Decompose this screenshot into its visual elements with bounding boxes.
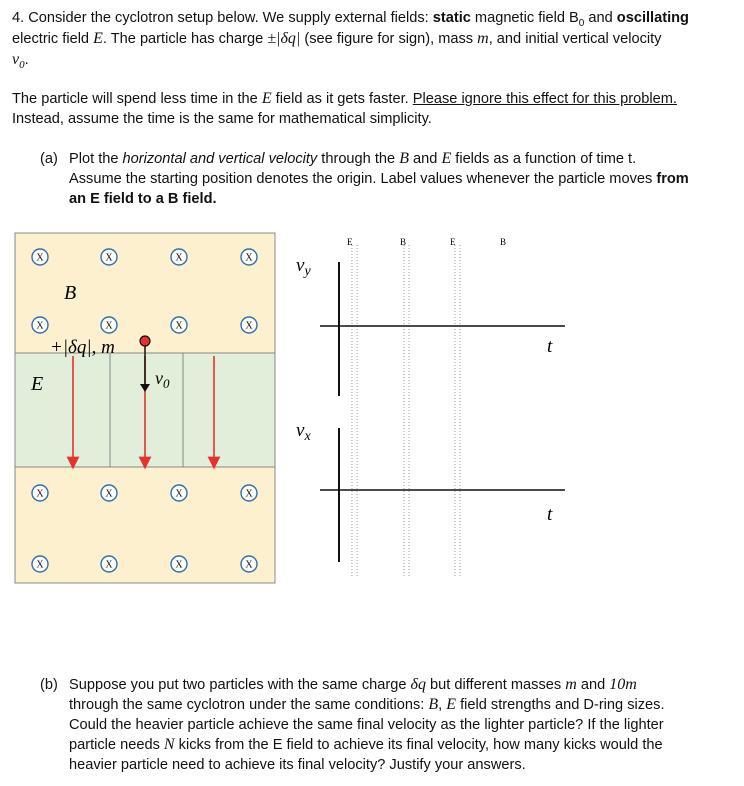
question-line-3: $v_0$. — [12, 51, 29, 71]
b-field-x-marker — [171, 317, 187, 333]
e-label: E — [31, 373, 44, 395]
svg-text:X: X — [175, 252, 183, 264]
b-field-x-marker — [32, 485, 48, 501]
b-field-x-marker — [32, 556, 48, 572]
svg-text:X: X — [245, 320, 253, 332]
part-b-line-1: Suppose you put two particles with the same charge δq but different masses m and 10m — [69, 676, 637, 693]
part-b-label: (b) — [40, 677, 58, 693]
b-field-x-marker — [241, 556, 257, 572]
b-field-x-marker — [241, 485, 257, 501]
part-b-line-4: particle needs N kicks from the E field to achieve its final velocity, how many kicks would the — [69, 736, 663, 753]
b-field-x-marker — [101, 249, 117, 265]
svg-text:X: X — [245, 559, 253, 571]
svg-text:X: X — [36, 559, 44, 571]
part-a-line-3: an E field to a B field. — [69, 191, 217, 207]
b-field-x-marker — [101, 556, 117, 572]
svg-text:X: X — [105, 320, 113, 332]
particle-label: +|δq|, m — [50, 337, 115, 358]
particle — [140, 336, 150, 346]
b-field-x-marker — [101, 317, 117, 333]
part-a-line-1: Plot the horizontal and vertical velocity through the B and E fields as a function of time t. — [69, 150, 637, 167]
question-number: 4. — [12, 10, 25, 26]
b-field-region-top — [15, 233, 275, 353]
region-label-4: B — [500, 237, 507, 247]
part-b-line-2: through the same cyclotron under the same conditions: B, E field strengths and D-ring sizes. — [69, 696, 665, 713]
region-label-3: E — [450, 237, 456, 247]
vx-label: $v_x$ — [296, 420, 311, 444]
b-field-x-marker — [171, 556, 187, 572]
region-label-2: B — [400, 237, 407, 247]
svg-text:X: X — [245, 488, 253, 500]
svg-text:X: X — [36, 488, 44, 500]
vy-t-label: t — [547, 336, 553, 357]
part-a-line-2: Assume the starting position denotes the origin. Label values whenever the particle moves from — [69, 171, 689, 187]
b-field-x-marker — [241, 249, 257, 265]
b-field-x-marker — [241, 317, 257, 333]
b-field-x-marker — [171, 485, 187, 501]
svg-text:X: X — [175, 559, 183, 571]
b-field-region-bottom — [15, 467, 275, 583]
b-field-x-marker — [32, 317, 48, 333]
svg-text:X: X — [175, 320, 183, 332]
b-field-x-marker — [171, 249, 187, 265]
svg-text:X: X — [105, 488, 113, 500]
b-label: B — [64, 282, 77, 304]
svg-text:X: X — [36, 252, 44, 264]
question-para-2b: Instead, assume the time is the same for mathematical simplicity. — [12, 111, 432, 127]
question-para-2: The particle will spend less time in the E field as it gets faster. Please ignore this effect for this problem. — [12, 90, 677, 107]
vx-t-label: t — [547, 504, 553, 525]
vy-label: $v_y$ — [296, 255, 311, 279]
question-line-1: 4. Consider the cyclotron setup below. We supply external fields: static magnetic field $B_0$ and oscillating — [12, 10, 689, 29]
svg-text:X: X — [36, 320, 44, 332]
svg-text:X: X — [175, 488, 183, 500]
part-b-line-3: Could the heavier particle achieve the same final velocity as the lighter particle? If the lighter — [69, 717, 664, 733]
svg-text:X: X — [105, 559, 113, 571]
v0-label: $v_0$ — [155, 368, 170, 391]
svg-text:X: X — [245, 252, 253, 264]
part-b-line-5: heavier particle need to achieve its final velocity? Justify your answers. — [69, 757, 526, 773]
region-label-1: E — [347, 237, 353, 247]
question-line-2: electric field E. The particle has charge ±|δq| (see figure for sign), mass m, and initial vertical velocity — [12, 30, 662, 47]
svg-text:X: X — [105, 252, 113, 264]
part-a-label: (a) — [40, 151, 58, 167]
region-separators — [352, 245, 460, 578]
b-field-x-marker — [32, 249, 48, 265]
b-field-x-marker — [101, 485, 117, 501]
